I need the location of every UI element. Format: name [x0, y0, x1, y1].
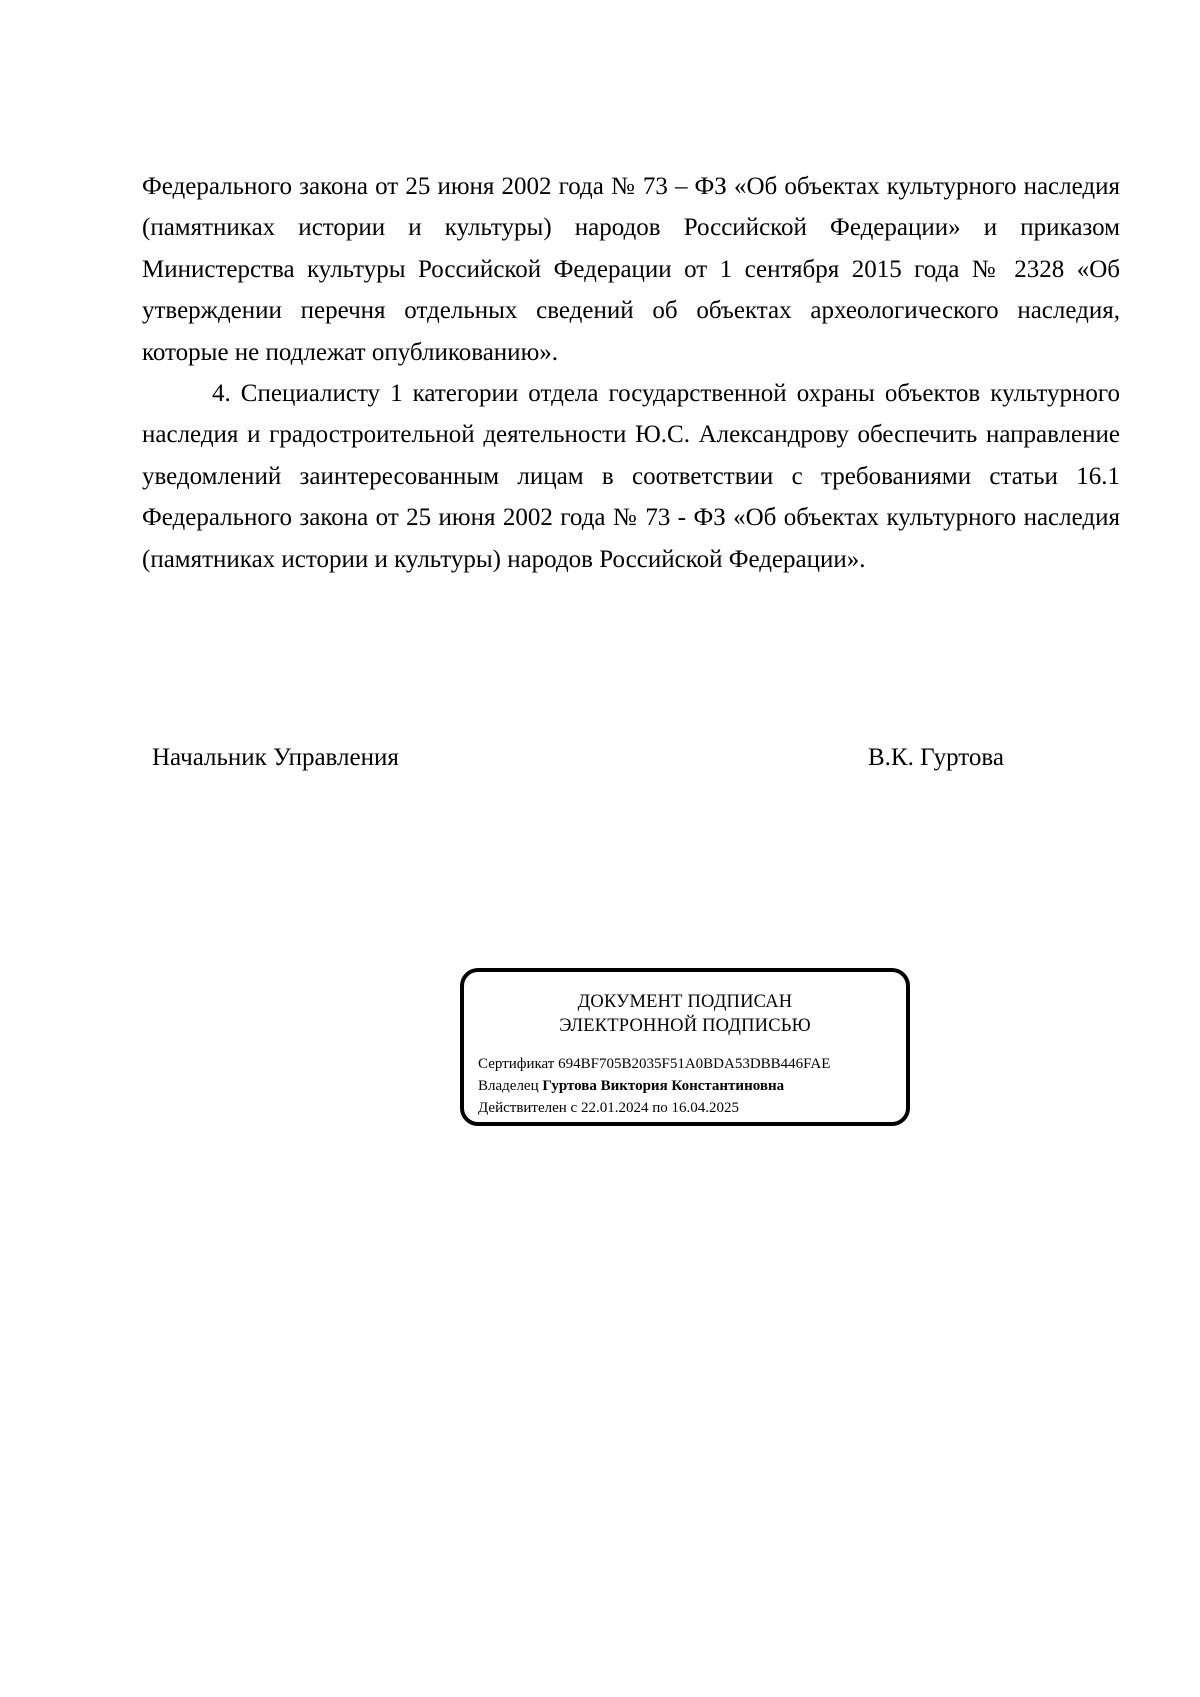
document-body: [142, 166, 1120, 580]
stamp-owner: [478, 1076, 784, 1096]
stamp-validity: [478, 1098, 739, 1118]
valid-to: 16.04.2025: [671, 1100, 739, 1116]
certificate-value: 694BF705B2035F51A0BDA53DBB446FAE: [558, 1056, 831, 1072]
stamp-title-line1: ДОКУМЕНТ ПОДПИСАН: [577, 992, 793, 1012]
valid-label: Действителен с: [478, 1100, 578, 1116]
stamp-certificate: [478, 1054, 830, 1074]
signatory-position: Начальник Управления: [152, 744, 399, 771]
owner-label: Владелец: [478, 1078, 539, 1094]
signatory-name: В.К. Гуртова: [868, 744, 1004, 771]
owner-value: Гуртова Виктория Константиновна: [542, 1078, 785, 1094]
electronic-signature-stamp: [460, 968, 910, 1126]
stamp-title-line2: ЭЛЕКТРОННОЙ ПОДПИСЬЮ: [559, 1016, 811, 1036]
paragraph-continuation: Федерального закона от 25 июня 2002 года № 73 – ФЗ «Об объектах культурного наследия (памятниках истории и культуры) народов Российской Федерации» и приказом Министерства культуры Российской Федерации от 1 сентября 2015 года № 2328 «Об утверждении перечня отдельных сведений об объектах археологического наследия, которые не подлежат опубликованию».: [142, 173, 1120, 366]
certificate-label: Сертификат: [478, 1056, 555, 1072]
stamp-title: [464, 990, 906, 1038]
valid-from: 22.01.2024: [580, 1100, 649, 1116]
paragraph-item-4: 4. Специалисту 1 категории отдела государственной охраны объектов культурного наследия и градостроительной деятельности Ю.С. Александрову обеспечить направление уведомлений заинтересованным лицам в соответствии с требованиями статьи 16.1 Федерального закона от 25 июня 2002 года № 73 - ФЗ «Об объектах культурного наследия (памятниках истории и культуры) народов Российской Федерации».: [142, 380, 1120, 573]
valid-to-label: по: [652, 1100, 668, 1116]
